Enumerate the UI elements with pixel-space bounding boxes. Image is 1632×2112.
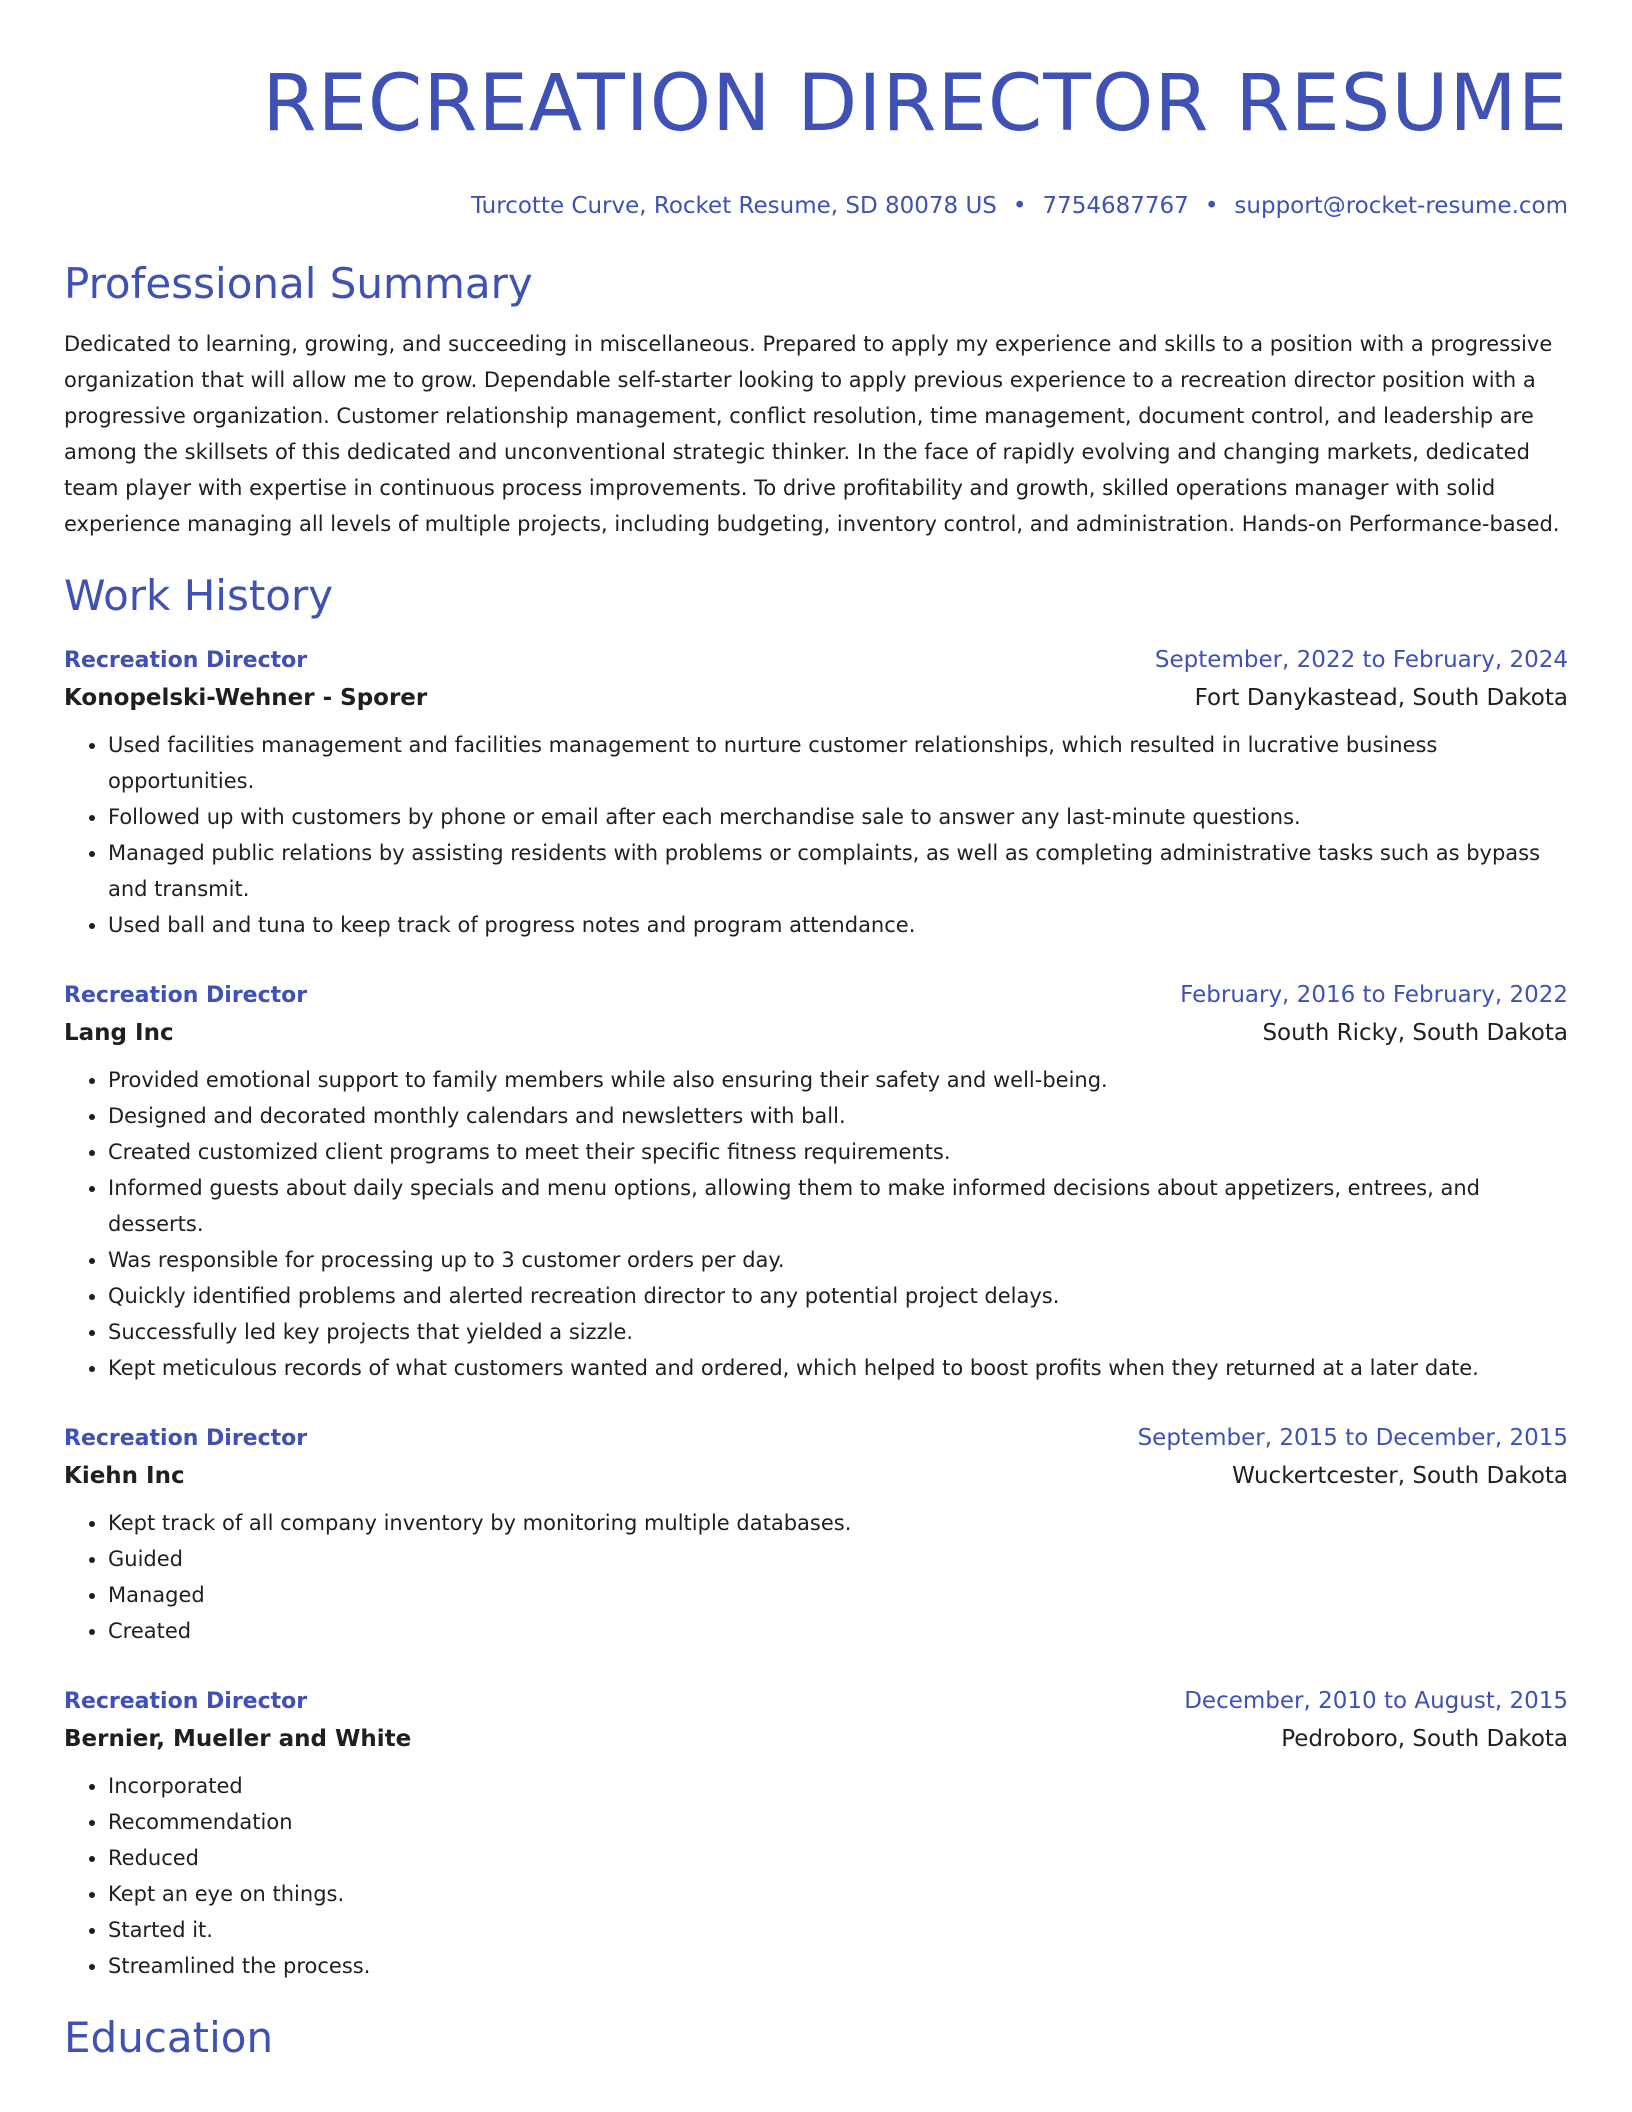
job-bullet: • Used ball and tuna to keep track of progress notes and program attendance. [108, 907, 1568, 943]
contact-separator: • [1012, 193, 1027, 219]
job-bullet-list [64, 1062, 1568, 1386]
job-title: Recreation Director [64, 983, 308, 1008]
job-dates: September, 2022 to February, 2024 [1154, 647, 1568, 673]
job-bullet: • Started it. [108, 1912, 1568, 1948]
summary-text: Dedicated to learning, growing, and succeeding in miscellaneous. Prepared to apply my experience and skills to a position with a progressive organization that will allow me to grow. Dependable self-starter looking to apply previous experience to a recreation director position with a progressive organization. Customer relationship management, conflict resolution, time management, document control, and leadership are among the skillsets of this dedicated and unconventional strategic thinker. In the face of rapidly evolving and changing markets, dedicated team player with expertise in continuous process improvements. To drive profitability and growth, skilled operations manager with solid experience managing all levels of multiple projects, including budgeting, inventory control, and administration. Hands-on Performance-based. [64, 332, 1560, 536]
job-entry [64, 1420, 1568, 1649]
job-title: Recreation Director [64, 648, 308, 673]
job-bullet: • Streamlined the process. [108, 1948, 1568, 1984]
contact-line [64, 190, 1568, 222]
job-header-row [64, 642, 1568, 679]
job-header-row [64, 1683, 1568, 1720]
job-location: Pedroboro, South Dakota [1281, 1726, 1568, 1752]
job-bullet-list [64, 727, 1568, 943]
job-dates: February, 2016 to February, 2022 [1180, 982, 1568, 1008]
job-bullet: • Kept an eye on things. [108, 1876, 1568, 1912]
job-bullet-list [64, 1505, 1568, 1649]
job-header-row [64, 977, 1568, 1014]
job-company-row [64, 1457, 1568, 1495]
job-bullet: • Used facilities management and facilities management to nurture customer relationships, which resulted in lucrative business opportunities. [108, 727, 1568, 799]
job-company: Konopelski-Wehner - Sporer [64, 685, 428, 711]
job-bullet: • Provided emotional support to family members while also ensuring their safety and well-being. [108, 1062, 1568, 1098]
job-entry [64, 642, 1568, 943]
job-bullet: • Successfully led key projects that yielded a sizzle. [108, 1314, 1568, 1350]
job-bullet: • Created [108, 1613, 1568, 1649]
job-bullet: • Informed guests about daily specials and menu options, allowing them to make informed decisions about appetizers, entrees, and desserts. [108, 1170, 1568, 1242]
job-title: Recreation Director [64, 1689, 308, 1714]
job-bullet: • Managed [108, 1577, 1568, 1613]
job-title: Recreation Director [64, 1426, 308, 1451]
job-bullet: • Managed public relations by assisting residents with problems or complaints, as well as completing administrative tasks such as bypass and transmit. [108, 835, 1568, 907]
job-dates: December, 2010 to August, 2015 [1184, 1688, 1568, 1714]
resume-title: RECREATION DIRECTOR RESUME [262, 59, 1568, 149]
contact-phone: 7754687767 [1042, 193, 1189, 219]
job-location: South Ricky, South Dakota [1262, 1020, 1568, 1046]
job-bullet: • Followed up with customers by phone or email after each merchandise sale to answer any last-minute questions. [108, 799, 1568, 835]
job-location: Fort Danykastead, South Dakota [1194, 685, 1568, 711]
job-bullet: • Incorporated [108, 1768, 1568, 1804]
contact-separator: • [1204, 193, 1219, 219]
summary-heading: Professional Summary [64, 259, 533, 308]
contact-email: support@rocket-resume.com [1234, 193, 1568, 219]
job-bullet-list [64, 1768, 1568, 1984]
job-bullet: • Created customized client programs to meet their specific fitness requirements. [108, 1134, 1568, 1170]
job-bullet: • Quickly identified problems and alerted recreation director to any potential project delays. [108, 1278, 1568, 1314]
job-bullet: • Designed and decorated monthly calendars and newsletters with ball. [108, 1098, 1568, 1134]
work-history-heading: Work History [64, 571, 334, 620]
job-company-row [64, 679, 1568, 717]
job-company: Kiehn Inc [64, 1463, 185, 1489]
job-header-row [64, 1420, 1568, 1457]
contact-address: Turcotte Curve, Rocket Resume, SD 80078 US [471, 193, 997, 219]
job-company: Lang Inc [64, 1020, 174, 1046]
job-company-row [64, 1720, 1568, 1758]
education-heading: Education [64, 2013, 274, 2062]
job-entry [64, 1683, 1568, 1984]
job-bullet: • Reduced [108, 1840, 1568, 1876]
job-bullet: • Guided [108, 1541, 1568, 1577]
job-bullet: • Was responsible for processing up to 3 customer orders per day. [108, 1242, 1568, 1278]
job-bullet: • Kept meticulous records of what customers wanted and ordered, which helped to boost profits when they returned at a later date. [108, 1350, 1568, 1386]
job-location: Wuckertcester, South Dakota [1232, 1463, 1568, 1489]
job-company: Bernier, Mueller and White [64, 1726, 412, 1752]
job-bullet: • Kept track of all company inventory by monitoring multiple databases. [108, 1505, 1568, 1541]
job-entry [64, 977, 1568, 1386]
work-history-list [64, 642, 1568, 1984]
job-company-row [64, 1014, 1568, 1052]
job-dates: September, 2015 to December, 2015 [1137, 1425, 1568, 1451]
job-bullet: • Recommendation [108, 1804, 1568, 1840]
